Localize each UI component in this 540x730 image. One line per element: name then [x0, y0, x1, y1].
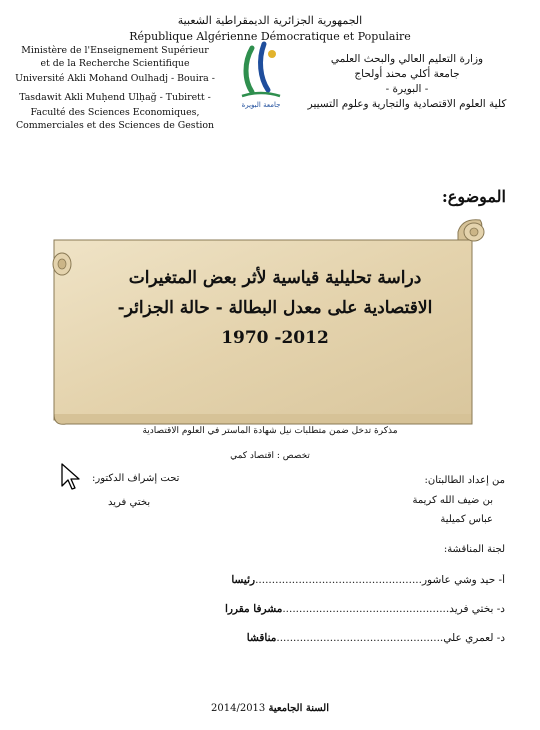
institution-line: Ministère de l'Enseignement Supérieur	[21, 45, 209, 56]
jury-member-name: أ- حيد وشي عاشور	[421, 574, 505, 586]
institution-block-french	[10, 45, 220, 132]
jury-row	[35, 574, 505, 586]
subject-label: الموضوع:	[441, 187, 506, 206]
institution-line: et de la Recherche Scientifique	[40, 57, 190, 69]
jury-row	[35, 603, 505, 615]
republic-title-arabic: الجمهورية الجزائرية الديمقراطية الشعبية	[177, 14, 363, 27]
leader-dots: ..................................................	[282, 603, 450, 615]
institution-line: وزارة التعليم العالي والبحث العلمي	[330, 53, 484, 65]
institution-line: Tasdawit Akli Muḥend Ulḥağ - Tubirett -	[19, 91, 211, 103]
thesis-title-line: 1970 -2012	[221, 328, 329, 348]
thesis-title-line: دراسة تحليلية قياسية لأثر بعض المتغيرات	[128, 268, 422, 288]
institution-line: Commerciales et des Sciences de Gestion	[15, 119, 215, 131]
institution-line: Université Akli Mohand Oulhadj - Bouira -	[15, 73, 215, 84]
student-name: بن ضيف الله كريمة	[412, 495, 493, 506]
institution-block-arabic	[292, 52, 522, 112]
memo-statement: مذكرة تدخل ضمن متطلبات نيل شهادة الماستر في العلوم الاقتصادية	[142, 426, 398, 436]
supervisor-name: بختي فريد	[108, 497, 151, 508]
republic-title-french: République Algérienne Démocratique et Populaire	[129, 30, 411, 43]
institution-line: جامعة أكلي محند أولحاج	[354, 68, 460, 80]
jury-member-name: د- لعمري علي	[443, 632, 505, 644]
institution-line: Faculté des Sciences Economiques,	[30, 107, 200, 118]
jury-label: لجنة المناقشة:	[443, 544, 505, 555]
leader-dots: ..................................................	[255, 574, 422, 586]
jury-role: مشرفا مقررا	[224, 603, 283, 615]
specialty-line: تخصص : اقتصاد كمي	[230, 451, 310, 461]
student-name: عباس كميلية	[440, 514, 493, 525]
supervisor-label: تحت إشراف الدكتور:	[92, 473, 180, 484]
jury-role: رئيسا	[231, 574, 256, 586]
jury-role: مناقشا	[246, 632, 277, 644]
logo-caption: جامعة البويرة	[241, 101, 281, 109]
academic-year-value: 2014/2013	[211, 703, 266, 714]
thesis-title-line: الاقتصادية على معدل البطالة - حالة الجزائر-	[117, 298, 433, 318]
university-logo	[238, 40, 284, 110]
academic-year	[170, 703, 370, 714]
mouse-pointer-icon	[60, 462, 84, 492]
academic-year-label: السنة الجامعية	[268, 703, 329, 714]
jury-row	[35, 632, 505, 644]
thesis-title	[90, 263, 460, 353]
leader-dots: ..................................................	[276, 632, 444, 644]
prepared-by-label: من إعداد الطالبتان:	[424, 475, 505, 486]
jury-member-name: د- بختي فريد	[449, 603, 505, 615]
institution-line: كلية العلوم الاقتصادية والتجارية وعلوم التسيير	[307, 98, 507, 110]
institution-line: - البويرة -	[385, 83, 429, 95]
